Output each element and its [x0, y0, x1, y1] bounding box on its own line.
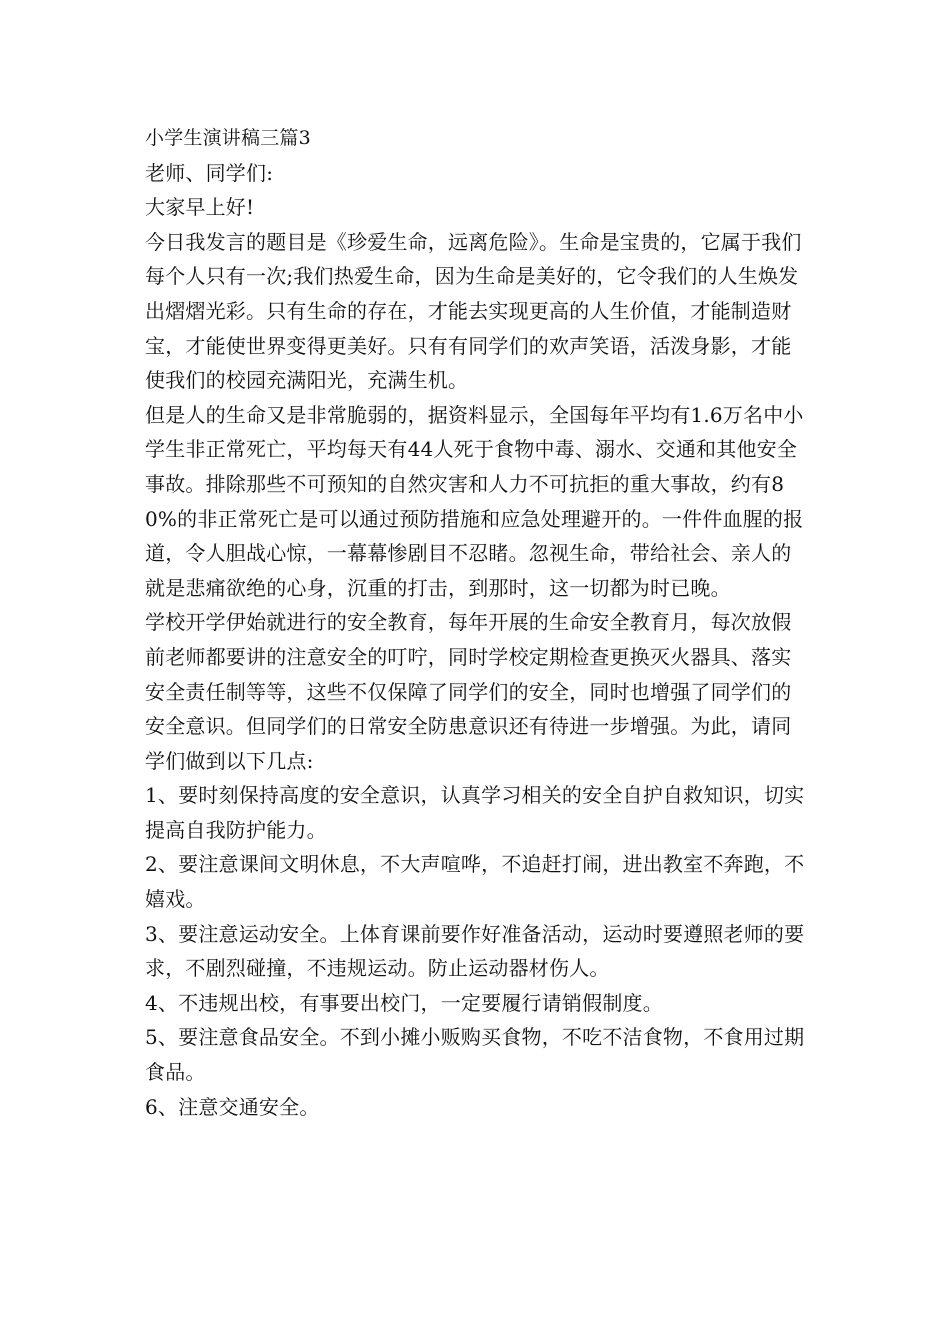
- list-item-6: 6、注意交通安全。: [145, 1094, 320, 1119]
- document-title: 小学生演讲稿三篇3: [145, 127, 311, 149]
- greeting: 大家早上好!: [145, 195, 255, 220]
- document-body: [145, 121, 810, 1124]
- list-item-4: 4、不违规出校，有事要出校门，一定要履行请销假制度。: [145, 990, 663, 1015]
- list-item-2: 2、要注意课间文明休息，不大声喧哗，不追赶打闹，进出教室不奔跑，不嬉戏。: [145, 852, 805, 912]
- salutation: 老师、同学们:: [145, 160, 274, 185]
- paragraph-school-safety: 学校开学伊始就进行的安全教育，每年开展的生命安全教育月，每次放假前老师都要讲的注意安全的叮咛，同时学校定期检查更换灭火器具、落实安全责任制等等，这些不仅保障了同学们的安全，同时也增强了同学们的安全意识。但同学们的日常安全防患意识还有待进一步增强。为此，请同学们做到以下几点:: [145, 610, 792, 773]
- list-item-3: 3、要注意运动安全。上体育课前要作好准备活动，运动时要遵照老师的要求，不剧烈碰撞，不违规运动。防止运动器材伤人。: [145, 921, 805, 981]
- paragraph-topic: 今日我发言的题目是《珍爱生命，远离危险》。生命是宝贵的，它属于我们每个人只有一次;我们热爱生命，因为生命是美好的，它令我们的人生焕发出熠熠光彩。只有生命的存在，才能去实现更高的人生价值，才能制造财宝，才能使世界变得更美好。只有有同学们的欢声笑语，活泼身影，才能使我们的校园充满阳光，充满生机。: [145, 229, 802, 393]
- list-item-5: 5、要注意食品安全。不到小摊小贩购买食物，不吃不洁食物，不食用过期食品。: [145, 1025, 805, 1085]
- list-item-1: 1、要时刻保持高度的安全意识，认真学习相关的安全自护自救知识，切实提高自我防护能力。: [145, 783, 805, 842]
- paragraph-statistics: 但是人的生命又是非常脆弱的，据资料显示，全国每年平均有1.6万名中小学生非正常死亡，平均每天有44人死于食物中毒、溺水、交通和其他安全事故。排除那些不可预知的自然灾害和人力不可抗拒的重大事故，约有80%的非正常死亡是可以通过预防措施和应急处理避开的。一件件血腥的报道，令人胆战心惊，一幕幕惨剧目不忍睹。忽视生命，带给社会、亲人的就是悲痛欲绝的心身，沉重的打击，到那时，这一切都为时已晚。: [145, 402, 804, 600]
